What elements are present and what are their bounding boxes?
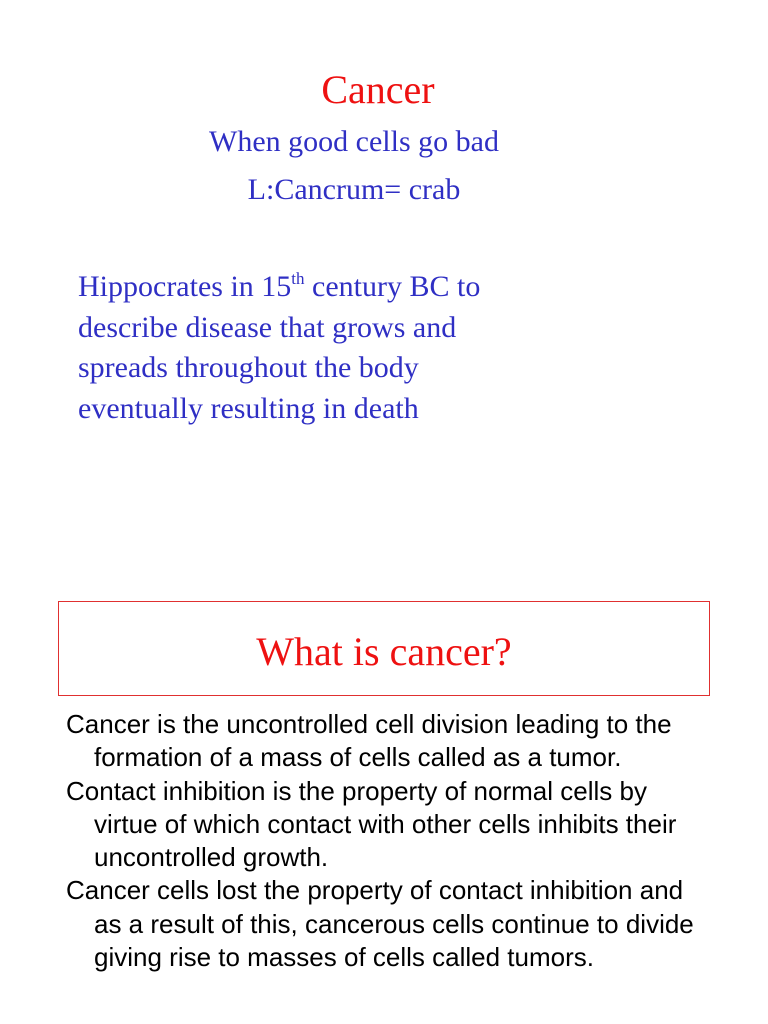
subtitle-etymology: L:Cancrum= crab [247, 173, 461, 206]
history-line-2: describe disease that grows and [78, 310, 457, 344]
definition-list [66, 708, 706, 974]
list-item: Contact inhibition is the property of normal cells by virtue of which contact with other cells inhibits their uncontrolled growth. [66, 775, 677, 873]
history-line-4: eventually resulting in death [78, 391, 419, 425]
ordinal-superscript: th [291, 269, 305, 288]
list-item: Cancer is the uncontrolled cell division leading to the formation of a mass of cells called as a tumor. [66, 709, 672, 773]
slide-title: Cancer [321, 67, 435, 112]
list-item: Cancer cells lost the property of contact inhibition and as a result of this, cancerous cells continue to divide giving rise to masses of cells called tumors. [66, 875, 694, 973]
question-title: What is cancer? [256, 629, 512, 674]
subtitle-good-cells: When good cells go bad [209, 125, 499, 158]
history-line-1: Hippocrates in 15th century BC to [78, 269, 481, 303]
history-line-3: spreads throughout the body [78, 351, 419, 384]
history-paragraph [78, 267, 598, 429]
